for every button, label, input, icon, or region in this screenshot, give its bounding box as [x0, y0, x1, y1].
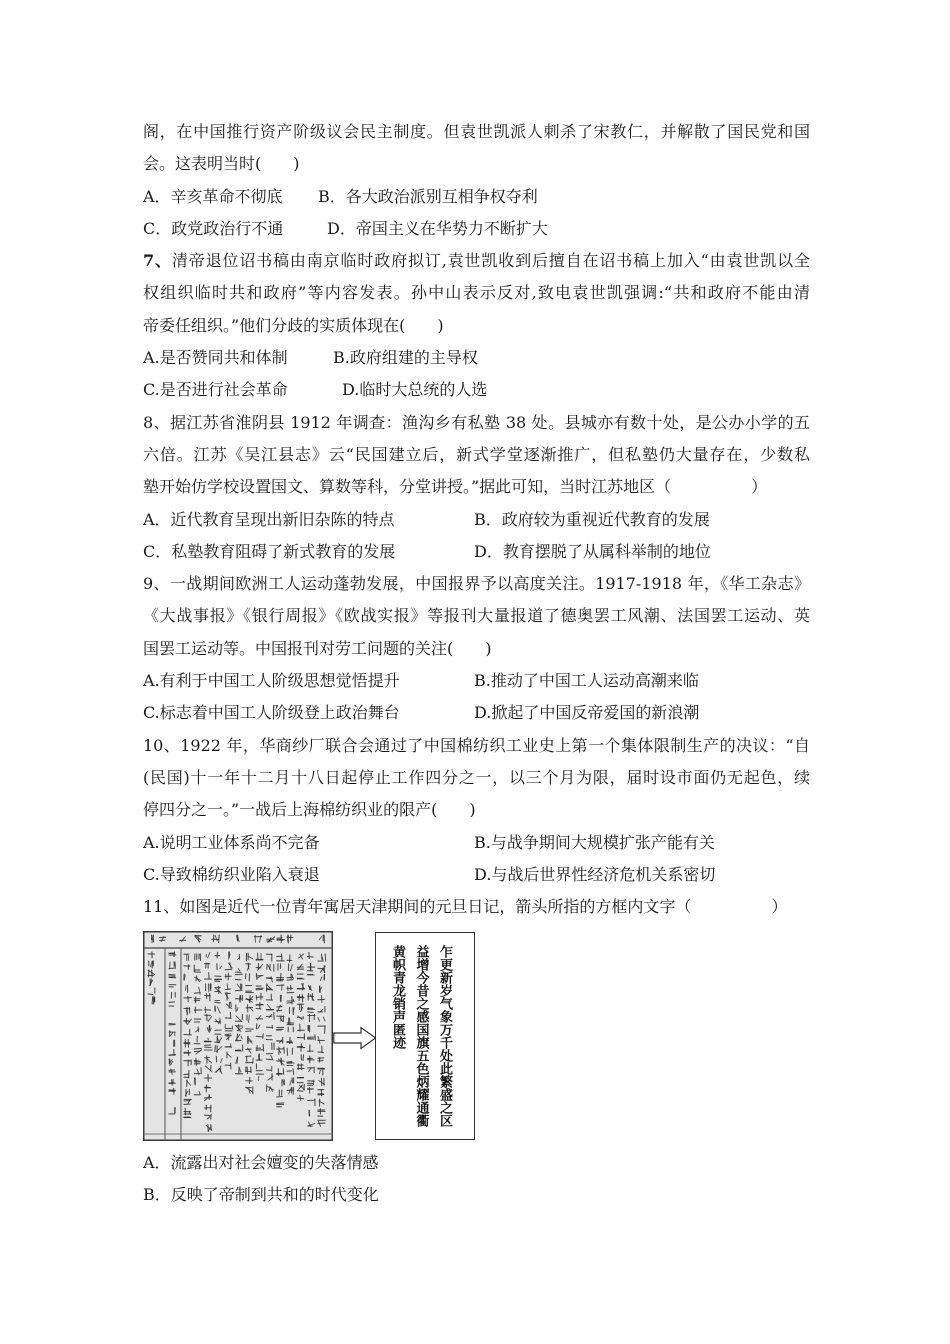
q10-option-a: A.说明工业体系尚不完备: [143, 832, 320, 852]
q6-stem-line-1: 阁，在中国推行资产阶级议会民主制度。但袁世凯派人刺杀了宋教仁，并解散了国民党和国: [143, 122, 810, 141]
q10-options-row-1: [143, 827, 810, 859]
diary-scan-image: [143, 931, 333, 1141]
q7-stem-line-2: 权组织临时共和政府”等内容发表。孙中山表示反对,致电袁世凯强调:“共和政府不能由清: [143, 283, 810, 303]
q9-stem-line-3: 国罢工运动等。中国报刊对劳工问题的关注( ): [143, 638, 492, 658]
q6-option-d: D．帝国主义在华势力不断扩大: [327, 218, 548, 238]
q7-option-c: C.是否进行社会革命: [143, 380, 288, 400]
q8-option-a: A．近代教育呈现出新旧杂陈的特点: [143, 509, 395, 529]
q6-option-c: C．政党政治行不通: [143, 218, 284, 238]
q10-option-c: C.导致棉纺织业陷入衰退: [143, 864, 320, 884]
q8-stem-line-2: 六倍。江苏《吴江县志》云“民国建立后，新式学堂逐渐推广，但私塾仍大量存在，少数私: [143, 444, 810, 464]
box-vertical-text: [386, 945, 457, 1127]
q11-stem-line-1: 11、如图是近代一位青年寓居天津期间的元旦日记，箭头所指的方框内文字（ ）: [143, 897, 788, 917]
q7-option-b: B.政府组建的主导权: [333, 348, 478, 368]
q7-option-a: A.是否赞同共和体制: [143, 348, 288, 368]
q8-option-b: B．政府较为重视近代教育的发展: [474, 509, 710, 529]
q10-options-row-2: [143, 859, 810, 891]
q7-options-row-1: [143, 342, 810, 374]
q8-stem-line-1: 8、据江苏省淮阴县 1912 年调查：渔沟乡有私塾 38 处。县城亦有数十处，是公办小学的五: [143, 412, 810, 432]
q6-options-row-1: [143, 181, 810, 213]
highlighted-text-box: [375, 932, 475, 1140]
q9-stem-line-2: 《大战事报》《银行周报》《欧战实报》等报刊大量报道了德奥罢工风潮、法国罢工运动、英: [143, 606, 810, 626]
q9-options-row-1: [143, 665, 810, 697]
q9-option-d: D.掀起了中国反帝爱国的新浪潮: [474, 703, 700, 723]
q10-option-d: D.与战后世界性经济危机关系密切: [474, 864, 716, 884]
q11-options: [143, 1147, 810, 1212]
q11-option-a: A．流露出对社会嬗变的失落情感: [143, 1153, 379, 1172]
q10-option-b: B.与战争期间大规模扩张产能有关: [474, 832, 715, 852]
q10-stem-line-1: 10、1922 年，华商纱厂联合会通过了中国棉纺织工业史上第一个集体限制生产的决议：“自: [143, 735, 810, 755]
q8-option-c: C．私塾教育阻碍了新式教育的发展: [143, 541, 396, 561]
q10-stem-line-3: 停四分之一。”一战后上海棉纺织业的限产( ): [143, 800, 476, 820]
q9-option-c: C.标志着中国工人阶级登上政治舞台: [143, 703, 400, 723]
arrow-right-icon: [333, 1026, 377, 1050]
question-text-block: [143, 116, 810, 923]
box-column-3: 黄帜青龙销声匿迹: [390, 945, 405, 1049]
q11-option-b: B．反映了帝制到共和的时代变化: [143, 1185, 379, 1205]
box-column-2: 益增今昔之感国旗五色炳耀通衢: [413, 945, 429, 1127]
q6-options-row-2: [143, 213, 810, 245]
q6-stem-line-2: 会。这表明当时( ): [143, 154, 300, 174]
q9-option-b: B.推动了中国工人运动高潮来临: [474, 671, 699, 691]
q7-stem-line-1: [143, 245, 810, 277]
q9-options-row-2: [143, 697, 810, 729]
q8-options-row-1: [143, 504, 810, 536]
q6-option-b: B．各大政治派别互相争权夺利: [318, 186, 538, 206]
box-column-1: 乍更新岁气象万千处此繁盛之区: [437, 945, 452, 1127]
q8-option-d: D．教育摆脱了从属科举制的地位: [474, 541, 711, 561]
q7-number: 7、: [143, 251, 172, 271]
q10-stem-line-2: (民国)十一年十二月十八日起停止工作四分之一，以三个月为限，届时设市面仍无起色，续: [143, 767, 810, 787]
q7-stem-line-3: 帝委任组织。”他们分歧的实质体现在( ): [143, 315, 444, 335]
q7-option-d: D.临时大总统的人选: [342, 380, 488, 400]
q9-stem-line-1: 9、一战期间欧洲工人运动蓬勃发展，中国报界予以高度关注。1917-1918 年，《华工杂志》: [143, 574, 810, 594]
q8-stem-line-3: 塾开始仿学校设置国文、算数等科，分堂讲授。”据此可知，当时江苏地区（ ）: [143, 477, 768, 497]
q7-options-row-2: [143, 374, 810, 406]
q6-option-a: A．辛亥革命不彻底: [143, 186, 283, 206]
q11-figure: [143, 931, 478, 1143]
q9-option-a: A.有利于中国工人阶级思想觉悟提升: [143, 671, 400, 691]
q8-options-row-2: [143, 536, 810, 568]
q7-stem-text-1: 清帝退位诏书稿由南京临时政府拟订,袁世凯收到后擅自在诏书稿上加入“由袁世凯以全: [171, 251, 810, 271]
